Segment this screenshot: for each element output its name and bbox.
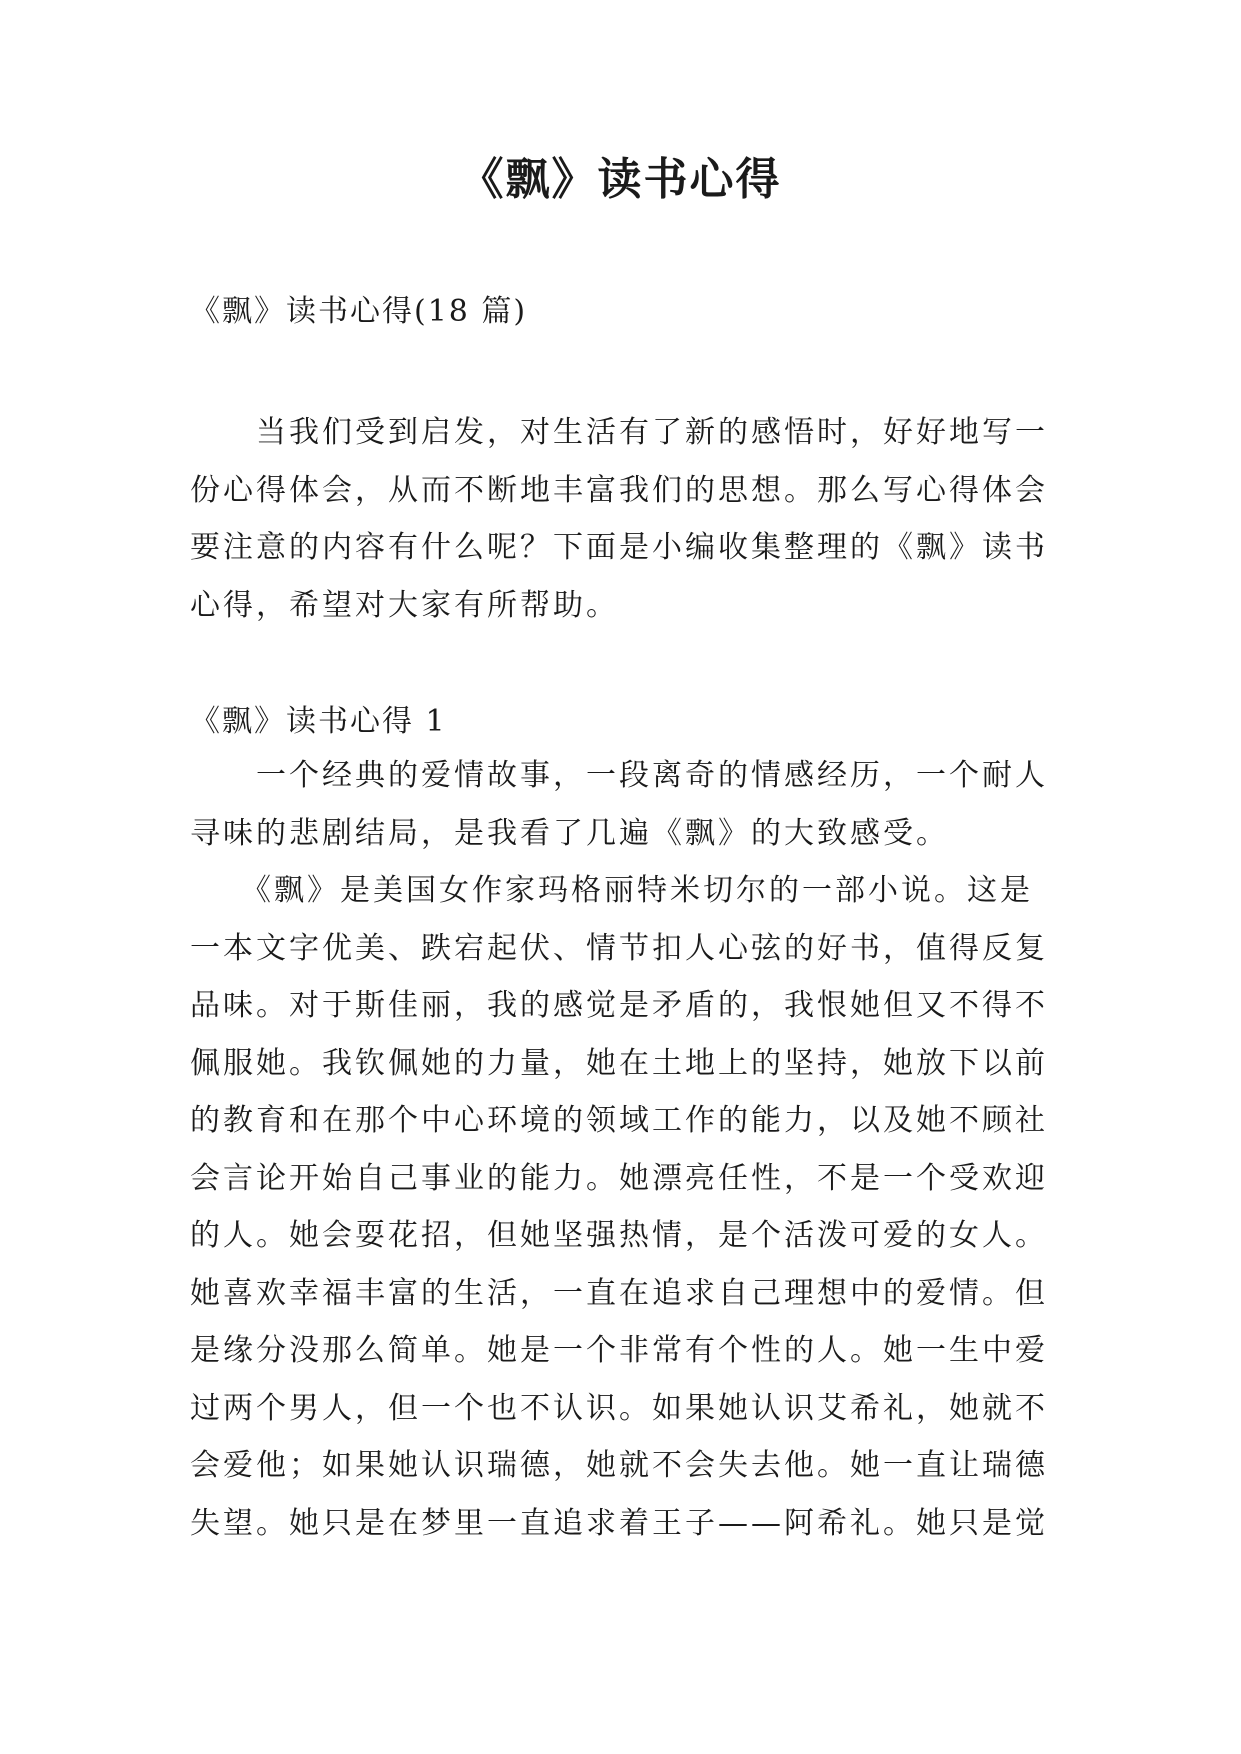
text-line: 是缘分没那么简单。她是一个非常有个性的人。她一生中爱 (190, 1333, 1048, 1368)
text-line: 会言论开始自己事业的能力。她漂亮任性，不是一个受欢迎 (190, 1160, 1048, 1196)
text-line: 当我们受到启发，对生活有了新的感悟时，好好地写一 (190, 415, 1048, 450)
text-line: 失望。她只是在梦里一直追求着王子——阿希礼。她只是觉 (190, 1505, 1048, 1541)
text-line: 要注意的内容有什么呢？下面是小编收集整理的《飘》读书 (190, 530, 1048, 565)
text-line: 心得，希望对大家有所帮助。 (190, 587, 619, 623)
text-line: 的教育和在那个中心环境的领域工作的能力，以及她不顾社 (190, 1103, 1048, 1138)
text-line: 一个经典的爱情故事，一段离奇的情感经历，一个耐人 (190, 758, 1048, 793)
text-line: 品味。对于斯佳丽，我的感觉是矛盾的，我恨她但又不得不 (190, 988, 1048, 1023)
document-title: 《飘》读书心得 (459, 154, 782, 205)
document-subtitle: 《飘》读书心得(18 篇) (190, 294, 528, 329)
text-line: 份心得体会，从而不断地丰富我们的思想。那么写心得体会 (190, 472, 1048, 508)
text-line: 寻味的悲剧结局，是我看了几遍《飘》的大致感受。 (190, 815, 949, 851)
section-heading: 《飘》读书心得 1 (190, 704, 447, 739)
text-line: 的人。她会耍花招，但她坚强热情，是个活泼可爱的女人。 (190, 1218, 1048, 1253)
text-line: 佩服她。我钦佩她的力量，她在土地上的坚持，她放下以前 (190, 1045, 1048, 1081)
text-line: 过两个男人，但一个也不认识。如果她认识艾希礼，她就不 (190, 1390, 1048, 1426)
text-line: 一本文字优美、跌宕起伏、情节扣人心弦的好书，值得反复 (190, 930, 1048, 966)
text-line: 她喜欢幸福丰富的生活，一直在追求自己理想中的爱情。但 (190, 1275, 1048, 1311)
text-line: 《飘》是美国女作家玛格丽特米切尔的一部小说。这是 (190, 873, 1033, 908)
section-body (190, 747, 1060, 1552)
text-line: 会爱他；如果她认识瑞德，她就不会失去他。她一直让瑞德 (190, 1448, 1048, 1483)
intro-paragraph (190, 404, 1060, 634)
